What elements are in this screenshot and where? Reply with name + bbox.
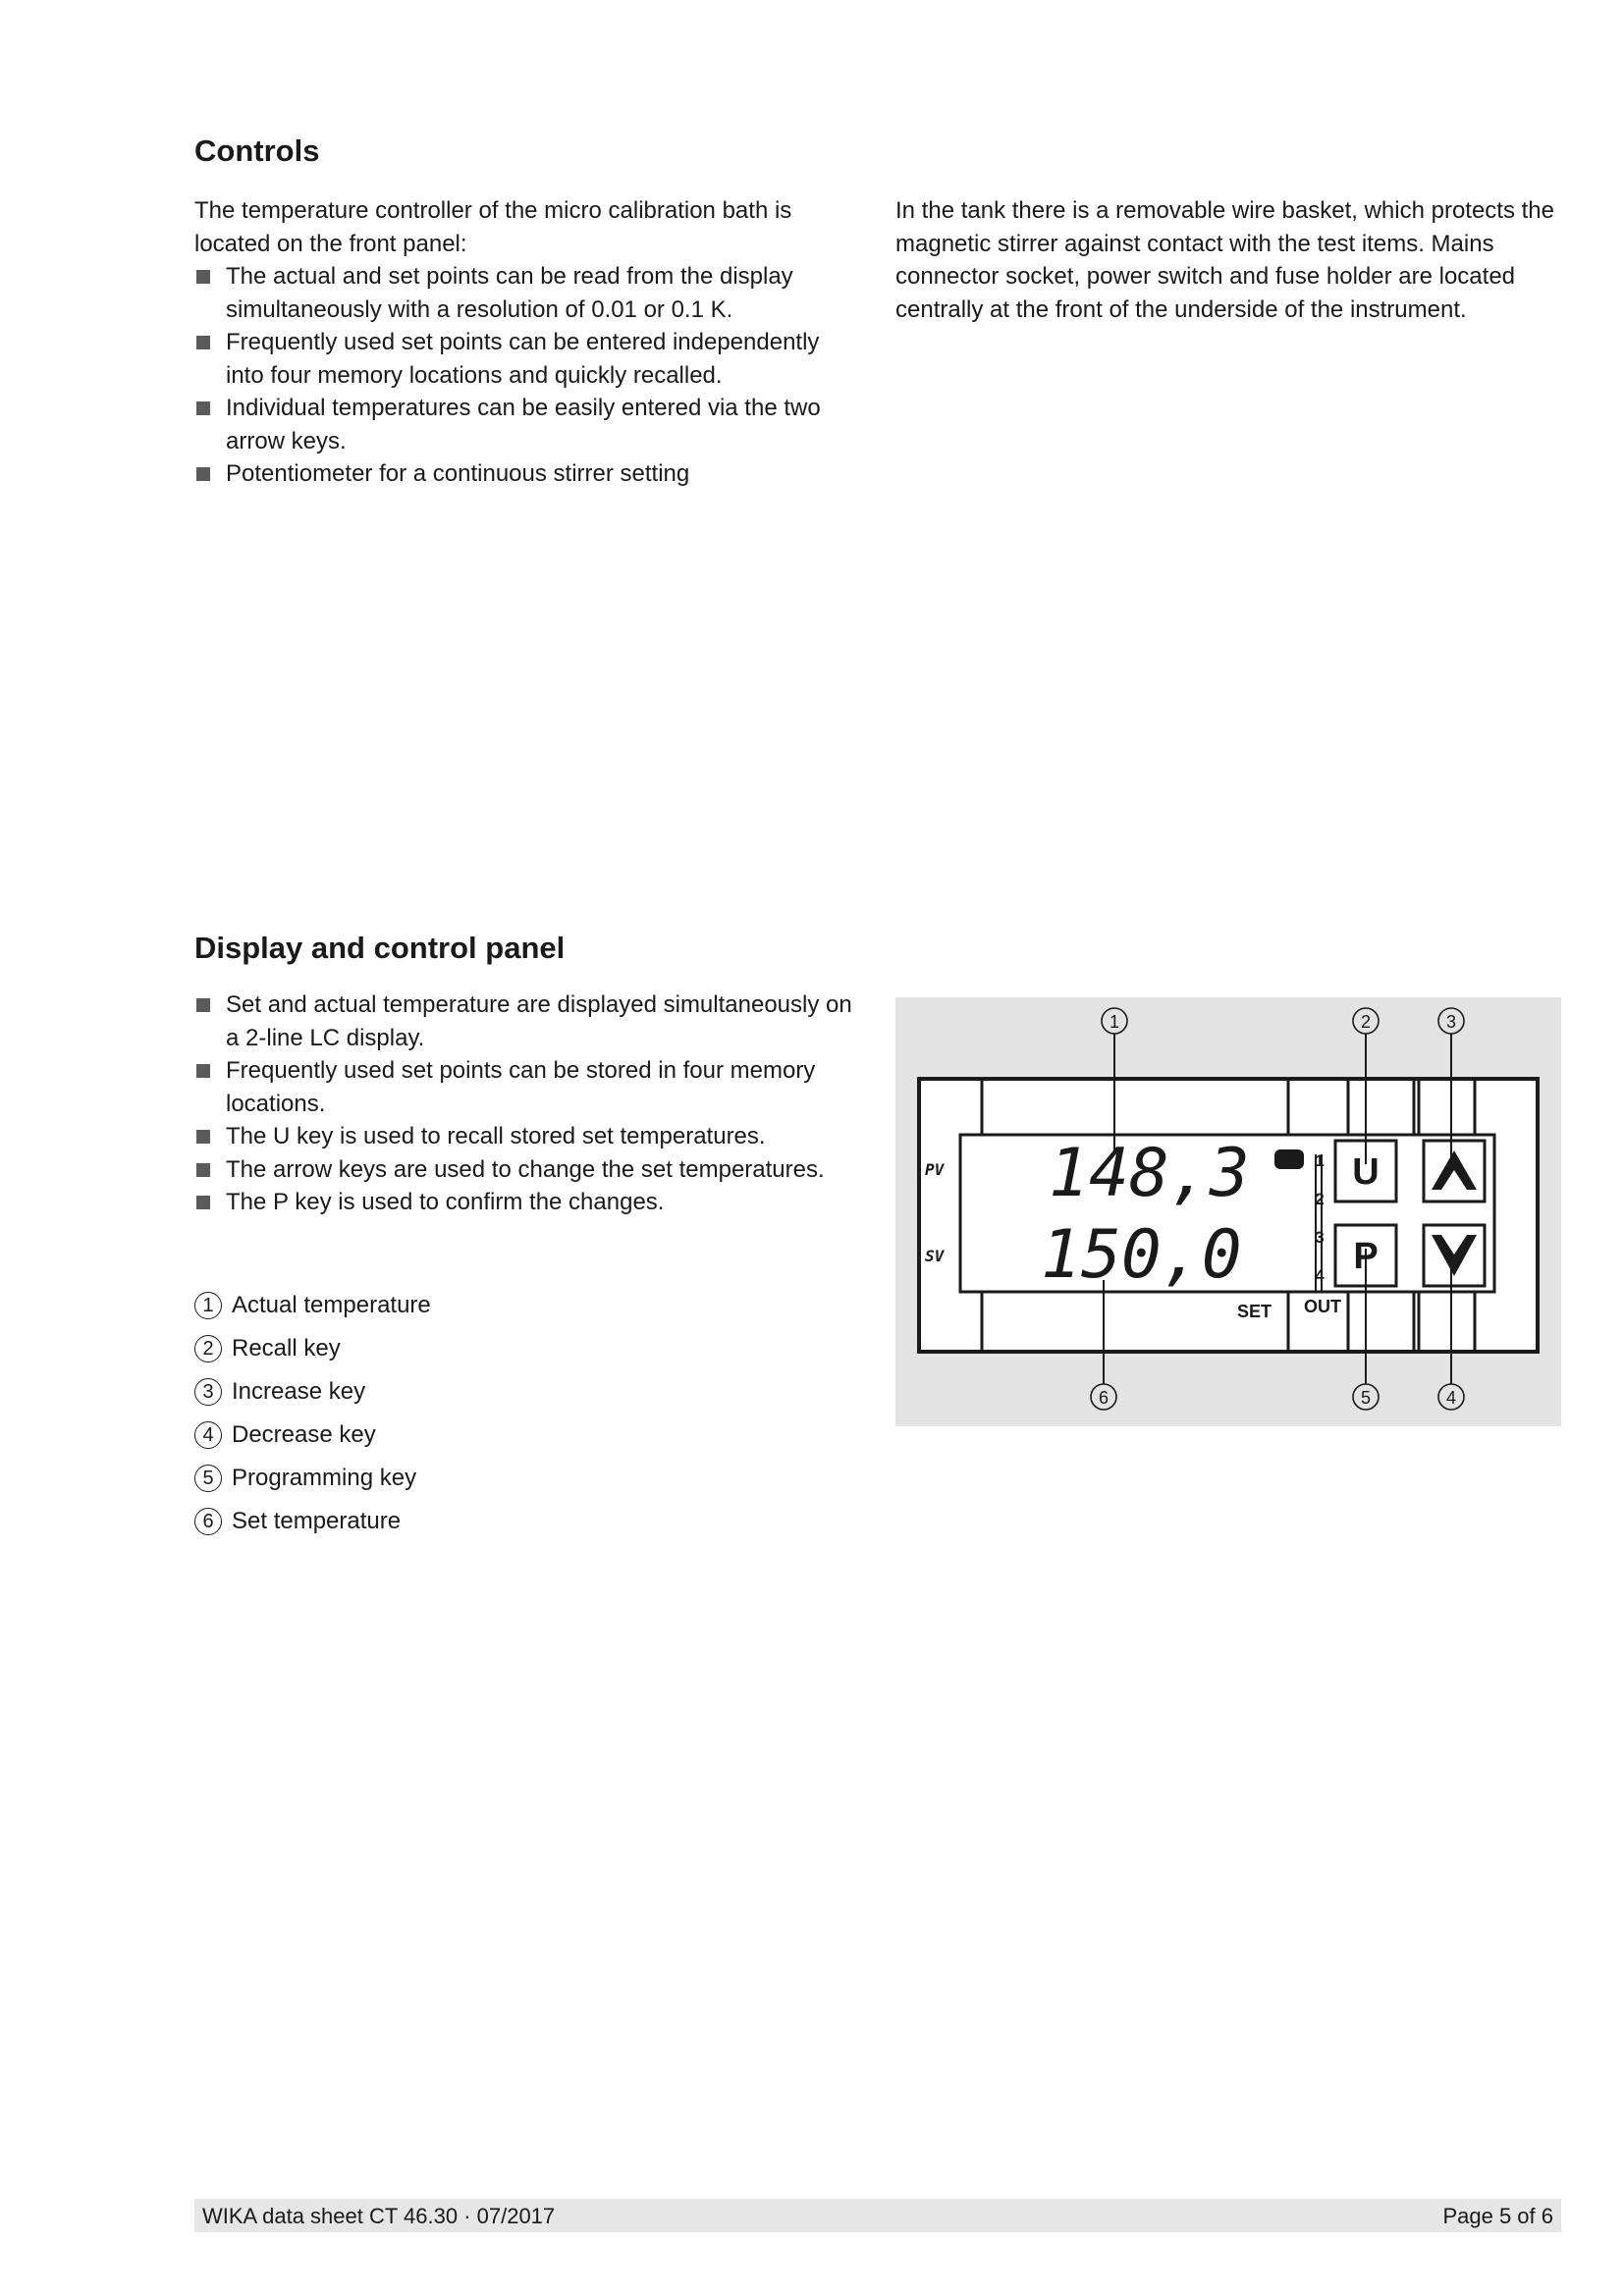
callout-5 [1353,1384,1379,1410]
panel-bullet-list [194,988,862,1219]
memory-number: 2 [1315,1190,1325,1208]
callout-number: 5 [194,1465,222,1492]
legend-item [194,1370,431,1414]
controls-heading: Controls [194,133,320,168]
panel-heading: Display and control panel [194,931,566,965]
memory-number: 1 [1315,1151,1325,1170]
callout-number: 1 [194,1292,222,1319]
bullet-item: The arrow keys are used to change the set temperatures. [194,1153,862,1187]
out-label: OUT [1304,1297,1341,1316]
set-temperature-value: 150,0 [1041,1216,1242,1294]
legend-item [194,1414,431,1457]
p-key-label: P [1353,1236,1379,1277]
callout-number: 6 [194,1508,222,1535]
bullet-item: Frequently used set points can be stored in four memory locations. [194,1054,862,1120]
legend-item [194,1457,431,1500]
controls-intro-text: The temperature controller of the micro calibration bath is located on the front panel: [194,197,792,257]
callout-number: 2 [1360,1012,1372,1032]
callout-3 [1438,1008,1464,1034]
bullet-item: The U key is used to recall stored set temperatures. [194,1120,862,1153]
callout-number: 6 [1098,1388,1110,1408]
legend-label: Recall key [232,1335,341,1362]
callout-2 [1353,1008,1379,1034]
footer-page-number: Page 5 of 6 [1442,2204,1553,2228]
bullet-item: Individual temperatures can be easily entered via the two arrow keys. [194,392,862,457]
bullet-item: The actual and set points can be read from the display simultaneously with a resolution of 0.01 or 0.1 K. [194,260,862,326]
callout-number: 4 [194,1421,222,1449]
diagram-legend [194,1284,431,1543]
legend-item [194,1500,431,1543]
legend-label: Programming key [232,1465,417,1491]
callout-6 [1091,1384,1116,1410]
status-indicator [1274,1149,1304,1169]
callout-number: 3 [194,1378,222,1406]
controls-right-text: In the tank there is a removable wire basket, which protects the magnetic stirrer against contact with the test items. Mains connector socket, power switch and fuse holder are located centrally at the front of the underside of the instrument. [895,197,1555,323]
bullet-item: Frequently used set points can be entered independently into four memory locations and quickly recalled. [194,326,862,392]
callout-number: 4 [1445,1388,1457,1408]
callout-number: 2 [194,1335,222,1362]
control-panel-diagram [895,997,1561,1426]
pv-label: PV [925,1160,945,1179]
u-key-label: U [1352,1151,1380,1193]
callout-number: 5 [1360,1388,1372,1408]
bullet-item: Potentiometer for a continuous stirrer setting [194,457,862,491]
decrease-key[interactable] [1424,1225,1485,1286]
memory-number: 4 [1315,1266,1325,1285]
controls-bullet-list [194,260,862,491]
callout-number: 3 [1445,1012,1457,1032]
page-footer [194,2199,1561,2232]
callout-1 [1102,1008,1127,1034]
set-label: SET [1237,1302,1272,1321]
footer-document-id: WIKA data sheet CT 46.30 · 07/2017 [202,2204,556,2228]
memory-number: 3 [1315,1228,1325,1247]
callout-4 [1438,1384,1464,1410]
legend-label: Actual temperature [232,1292,431,1318]
bullet-item: Set and actual temperature are displayed simultaneously on a 2-line LC display. [194,988,862,1054]
legend-label: Set temperature [232,1508,402,1534]
sv-label: SV [925,1247,945,1265]
bullet-item: The P key is used to confirm the changes. [194,1186,862,1219]
legend-item [194,1327,431,1370]
callout-number: 1 [1109,1012,1120,1032]
legend-item [194,1284,431,1327]
legend-label: Increase key [232,1378,366,1405]
actual-temperature-value: 148,3 [1049,1135,1250,1212]
increase-key[interactable] [1424,1141,1485,1201]
legend-label: Decrease key [232,1421,376,1448]
